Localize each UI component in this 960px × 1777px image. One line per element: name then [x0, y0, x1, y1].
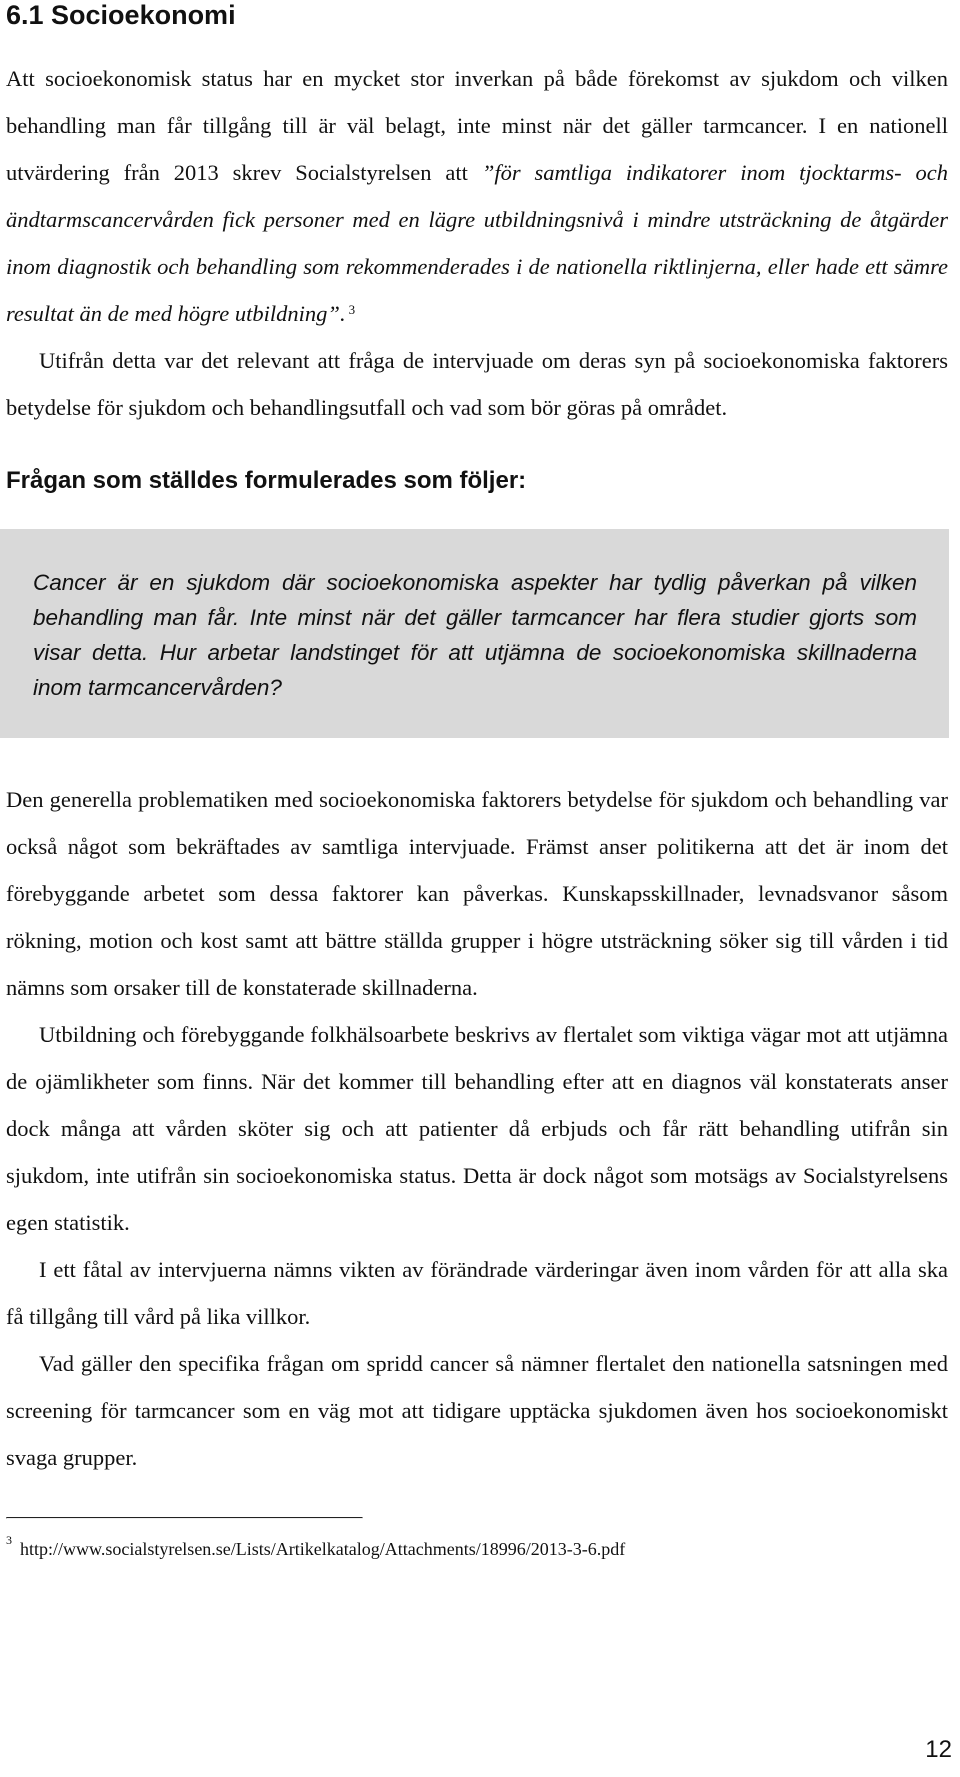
question-box — [0, 529, 949, 738]
page-number: 12 — [925, 1736, 952, 1763]
intro-paragraph-2: Utifrån detta var det relevant att fråga de intervjuade om deras syn på socioekonomiska faktorers betydelse för sjukdom och behandlingsutfall och vad som bör göras på området. — [6, 348, 948, 420]
question-label: Frågan som ställdes formulerades som följer: — [6, 467, 527, 494]
findings-paragraph-3: I ett fåtal av intervjuerna nämns vikten av förändrade värderingar även inom vården för att alla ska få tillgång till vård på lika villkor. — [6, 1257, 948, 1329]
socialstyrelsen-quote: ”för samtliga indikatorer inom tjocktarms- och ändtarmscancervården fick personer med en lägre utbildningsnivå i mindre utsträckning de åtgärder inom diagnostik och behandling som rekommenderades i de nationella riktlinjerna, eller hade ett sämre resultat än de med högre utbildning”. — [6, 160, 948, 326]
section-heading: 6.1 Socioekonomi — [6, 0, 236, 30]
intro-text: Att socioekonomisk status har en mycket stor inverkan på både förekomst av sjukdom och vilken behandling man får tillgång till är väl belagt, inte minst när det gäller tarmcancer. I en nationell utvärdering från 2013 skrev Socialstyrelsen att — [6, 66, 948, 185]
intro-paragraph-1 — [6, 55, 948, 337]
footnote-number: 3 — [6, 1533, 12, 1547]
findings-paragraph-4: Vad gäller den specifika frågan om spridd cancer så nämner flertalet den nationella satsningen med screening för tarmcancer som en väg mot att tidigare upptäcka sjukdomen även hos socioekonomiskt svaga grupper. — [6, 1351, 948, 1470]
findings-paragraph-2: Utbildning och förebyggande folkhälsoarbete beskrivs av flertalet som viktiga vägar mot att utjämna de ojämlikheter som finns. När det kommer till behandling efter att en diagnos väl konstaterats anser dock många att vården sköter sig och att patienter då erbjuds och får rätt behandling utifrån sin sjukdom, inte utifrån sin socioekonomiska status. Detta är dock något som motsägs av Socialstyrelsens egen statistik. — [6, 1022, 948, 1235]
footnote — [6, 1533, 948, 1560]
document-page — [6, 0, 948, 1560]
findings-paragraph-1: Den generella problematiken med socioekonomiska faktorers betydelse för sjukdom och behandling var också något som bekräftades av samtliga intervjuade. Främst anser politikerna att det är inom det förebyggande arbetet som dessa faktorer kan påverkas. Kunskapsskillnader, levnadsvanor såsom rökning, motion och kost samt att bättre ställda grupper i högre utsträckning söker sig till vården i tid nämns som orsaker till de konstaterade skillnaderna. — [6, 787, 948, 1000]
footnote-separator — [6, 1517, 363, 1519]
question-text: Cancer är en sjukdom där socioekonomiska aspekter har tydlig påverkan på vilken behandling man får. Inte minst när det gäller tarmcancer har flera studier gjorts som visar detta. Hur arbetar landstinget för att utjämna de socioekonomiska skillnaderna inom tarmcancervården? — [33, 570, 917, 700]
footnote-reference: 3 — [348, 302, 356, 317]
footnote-link[interactable]: http://www.socialstyrelsen.se/Lists/Artikelkatalog/Attachments/18996/2013-3-6.pdf — [20, 1539, 626, 1559]
